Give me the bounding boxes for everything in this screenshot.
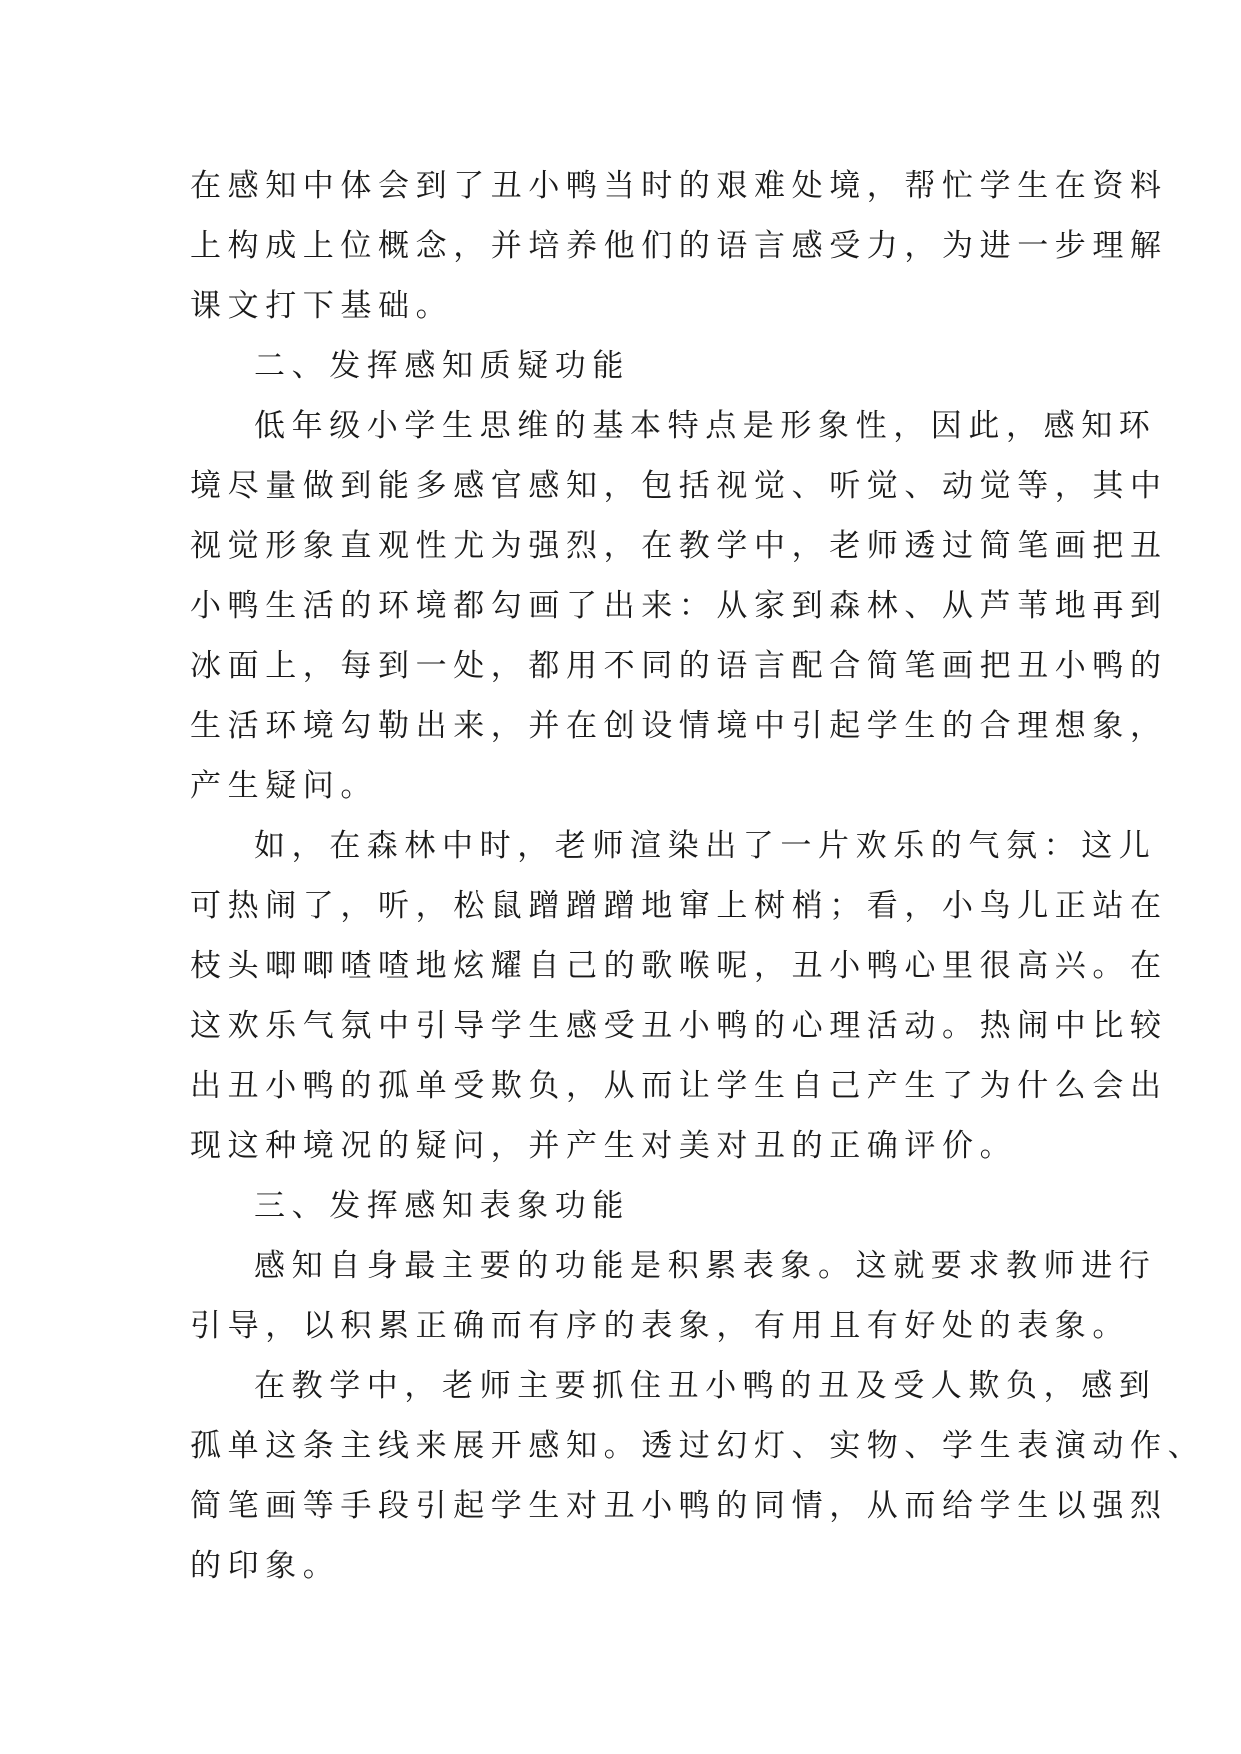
document-body: [190, 156, 1206, 1596]
text-line: 低年级小学生思维的基本特点是形象性，因此，感知环: [254, 408, 1157, 444]
text-line: 这欢乐气氛中引导学生感受丑小鸭的心理活动。热闹中比较: [190, 1008, 1168, 1044]
text-line: 如，在森林中时，老师渲染出了一片欢乐的气氛：这儿: [254, 828, 1157, 864]
text-line: 的印象。: [190, 1548, 341, 1584]
text-line: 视觉形象直观性尤为强烈，在教学中，老师透过简笔画把丑: [190, 528, 1168, 564]
text-line: 简笔画等手段引起学生对丑小鸭的同情，从而给学生以强烈: [190, 1488, 1168, 1524]
text-line: 课文打下基础。: [190, 288, 454, 324]
text-line: 在教学中，老师主要抓住丑小鸭的丑及受人欺负，感到: [254, 1368, 1157, 1404]
text-line: 在感知中体会到了丑小鸭当时的艰难处境，帮忙学生在资料: [190, 168, 1168, 204]
text-line: 感知自身最主要的功能是积累表象。这就要求教师进行: [254, 1248, 1157, 1284]
text-line: 现这种境况的疑问，并产生对美对丑的正确评价。: [190, 1128, 1018, 1164]
text-line: 境尽量做到能多感官感知，包括视觉、听觉、动觉等，其中: [190, 468, 1168, 504]
text-line: 产生疑问。: [190, 768, 378, 804]
text-line: 孤单这条主线来展开感知。透过幻灯、实物、学生表演动作、: [190, 1428, 1206, 1464]
text-line: 可热闹了，听，松鼠蹭蹭蹭地窜上树梢；看，小鸟儿正站在: [190, 888, 1168, 924]
text-line: 出丑小鸭的孤单受欺负，从而让学生自己产生了为什么会出: [190, 1068, 1168, 1104]
text-line: 枝头唧唧喳喳地炫耀自己的歌喉呢，丑小鸭心里很高兴。在: [190, 948, 1168, 984]
text-line: 小鸭生活的环境都勾画了出来：从家到森林、从芦苇地再到: [190, 588, 1168, 624]
text-line: 上构成上位概念，并培养他们的语言感受力，为进一步理解: [190, 228, 1168, 264]
text-line: 三、发挥感知表象功能: [254, 1188, 630, 1224]
text-line: 冰面上，每到一处，都用不同的语言配合简笔画把丑小鸭的: [190, 648, 1168, 684]
text-line: 二、发挥感知质疑功能: [254, 348, 630, 384]
text-line: 生活环境勾勒出来，并在创设情境中引起学生的合理想象，: [190, 708, 1168, 744]
text-line: 引导，以积累正确而有序的表象，有用且有好处的表象。: [190, 1308, 1130, 1344]
